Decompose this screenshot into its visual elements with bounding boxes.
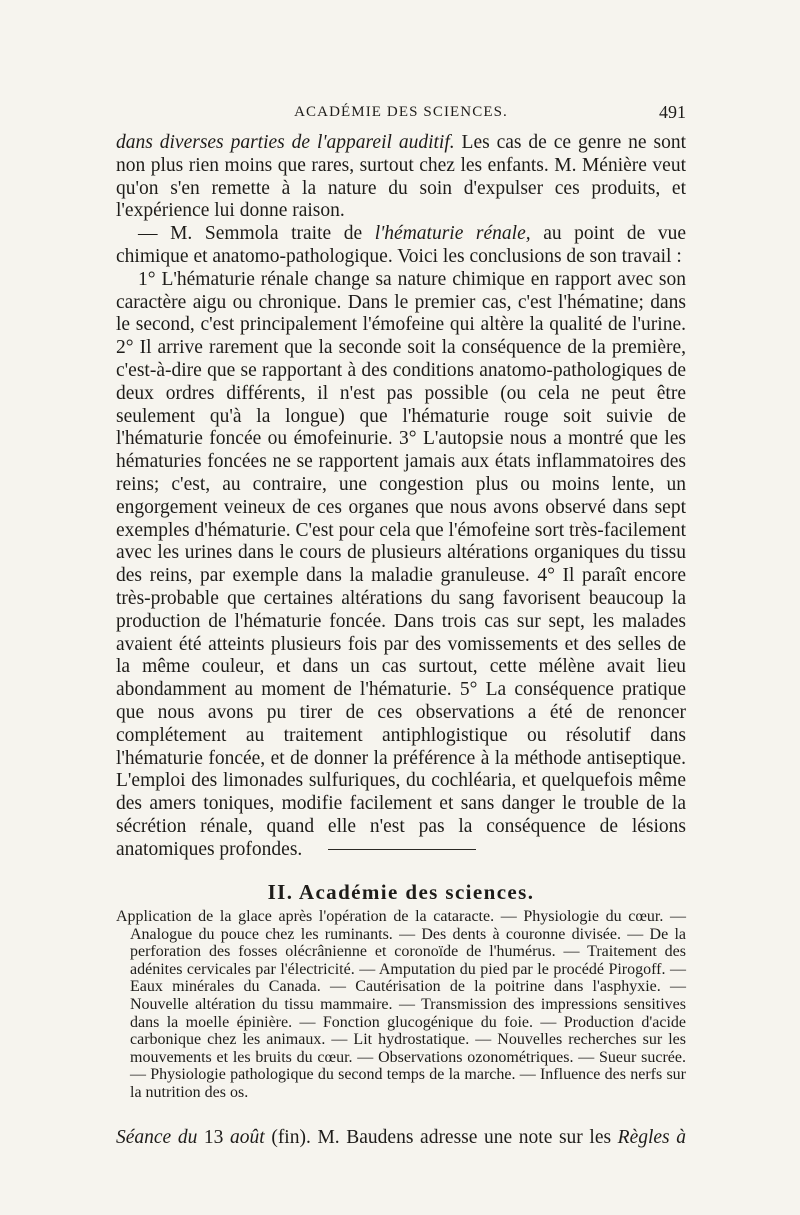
section-summary [116, 908, 686, 1102]
italic-phrase: Séance du [116, 1127, 198, 1148]
running-head: ACADÉMIE DES SCIENCES. [294, 104, 508, 120]
paragraph-text: au point de vue chimique et anatomo-pathologique. Voici les conclusions de son travail : [116, 223, 686, 267]
section-divider [328, 849, 476, 850]
page-header [116, 100, 686, 130]
page-number: 491 [659, 102, 686, 122]
paragraph-text: — M. Semmola traite de [138, 223, 375, 245]
date-number: 13 [197, 1127, 231, 1148]
italic-term: l'hématurie rénale, [374, 223, 531, 245]
summary-text: Application de la glace après l'opération de la cataracte. — Physiologie du cœur. — Analogue du pouce chez les ruminants. — Des dents à couronne divisée. — De la perforation des fosses olécrânienne et coronoïde de l'humérus. — Traitement des adénites cervicales par l'électricité. — Amputation du pied par le procédé Pirogoff. — Eaux minérales du Canada. — Cautérisation de la poitrine dans l'asphyxie. — Nouvelle altération du tissu mammaire. — Transmission des impressions sensitives dans la moelle épinière. — Fonction glucogénique du foie. — Production d'acide carbonique chez les animaux. — Lit hydrostatique. — Nouvelles recherches sur les mouvements et les bruits du cœur. — Observations ozonométriques. — Sueur sucrée. — Physiologie pathologique du second temps de la marche. — Influence des nerfs sur la nutrition des os. [116, 908, 686, 1101]
italic-phrase: août [230, 1127, 265, 1148]
seance-text: (fin). M. Baudens adresse une note sur les [264, 1127, 618, 1148]
paragraph-conclusions: 1° L'hématurie rénale change sa nature chimique en rapport avec son caractère aigu ou chronique. Dans le premier cas, c'est l'hématine; dans le second, c'est principalement l'émofeine qui altère la qualité de l'urine. 2° Il arrive rarement que la seconde soit la conséquence de la première, c'est-à-dire que se rapportant à des conditions anatomo-pathologiques de deux ordres différents, il n'est pas possible (ou cela ne peut être seulement qu'à la longue) que l'hématurie rouge soit suivie de l'hématurie foncée ou émofeinurie. 3° L'autopsie nous a montré que les hématuries foncées ne se rapportent jamais aux états inflammatoires des reins; c'est, au contraire, une congestion plus ou moins lente, un engorgement veineux de ces organes que nous avons observé dans sept exemples d'hématurie. C'est pour cela que l'émofeine sort très-facilement avec les urines dans le cours de plusieurs altérations organiques du tissu des reins, par exemple dans la maladie granuleuse. 4° Il paraît encore très-probable que certaines altérations du sang favorisent beaucoup la production de l'hématurie foncée. Dans trois cas sur sept, les malades avaient été atteints plusieurs fois par des vomissements et des selles de la même couleur, et dans un cas surtout, cette mélène avait lieu abondamment au moment de l'hématurie. 5° La conséquence pratique que nous avons pu tirer de ces observations a été de renoncer complétement au traitement antiphlogistique ou résolutif dans l'hématurie foncée, et de donner la préférence à la méthode antiseptique. L'emploi des limonades sulfuriques, du cochléaria, et quelquefois même des amers toniques, modifie facilement et sans danger le trouble de la sécrétion rénale, quand elle n'est pas la conséquence de lésions anatomiques profondes. [116, 268, 686, 860]
seance-line [116, 1127, 686, 1149]
section-heading: II. Académie des sciences. [267, 880, 535, 904]
paragraph-semmola [116, 223, 686, 269]
paragraph-meniere [116, 132, 686, 223]
paragraph-text: Les cas de ce genre ne sont non plus rien moins que rares, surtout chez les enfants. M. Ménière veut qu'on s'en remette à la nature du soin d'expulser ces produits, et l'expérience lui donne raison. [116, 132, 686, 222]
italic-phrase: Règles à [617, 1127, 687, 1148]
italic-phrase: dans diverses parties de l'appareil auditif. [116, 132, 455, 153]
article-body [116, 132, 686, 862]
